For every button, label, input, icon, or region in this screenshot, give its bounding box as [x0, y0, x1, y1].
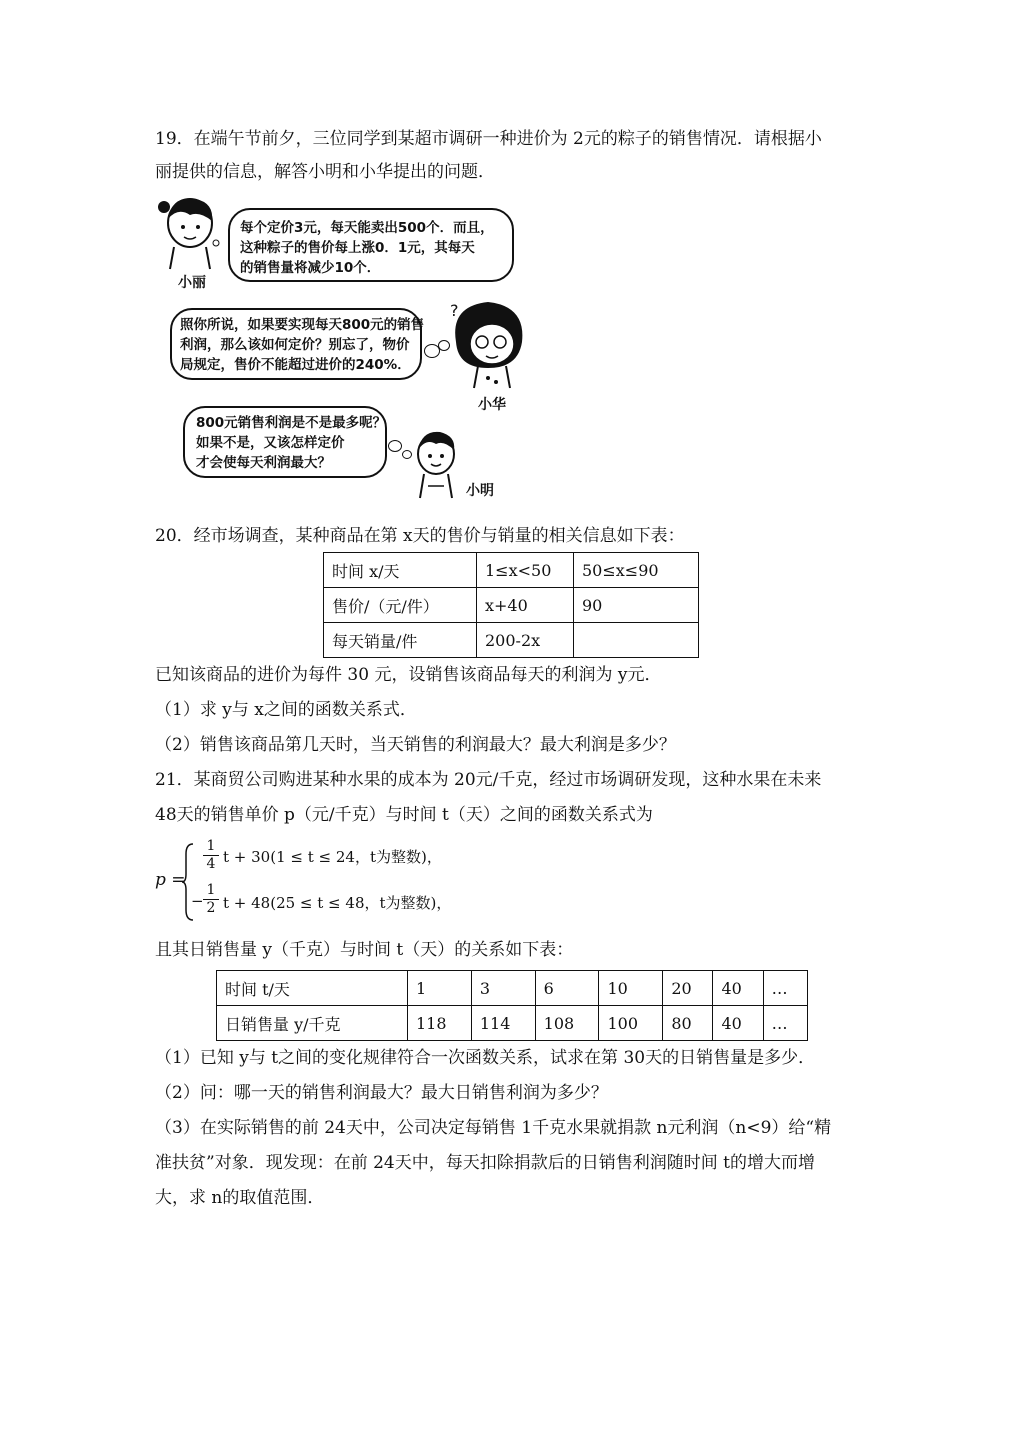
q20-cell: 1≤x<50: [477, 553, 574, 588]
q21-table-intro: 且其日销售量 y（千克）与时间 t（天）的关系如下表：: [155, 940, 574, 960]
xiaohua-speech-line-2: 利润，那么该如何定价？别忘了，物价: [180, 337, 410, 353]
q20-sub-1: （1）求 y与 x之间的函数关系式．: [155, 700, 417, 720]
xiaohua-speech-line-3: 局规定，售价不能超过进价的240%．: [180, 357, 411, 373]
q21-table: [216, 970, 808, 1041]
fraction-numerator: 1: [206, 882, 216, 898]
q21-value-cell: 118: [408, 1006, 472, 1041]
curly-brace: [181, 842, 195, 922]
q20-table: [323, 552, 699, 658]
q20-cell: 售价/（元/件）: [324, 588, 477, 623]
q21-sub-3-line-1: （3）在实际销售的前 24天中，公司决定每销售 1千克水果就捐款 n元利润（n<9）给“精: [155, 1118, 832, 1138]
xiaohua-name: 小华: [478, 397, 506, 413]
q21-sub-3-line-3: 大，求 n的取值范围．: [155, 1188, 325, 1208]
q21-value-cell: 日销售量 y/千克: [217, 1006, 408, 1041]
q20-cell: x+40: [477, 588, 574, 623]
q21-value-cell: 114: [471, 1006, 535, 1041]
q19-line-2: 丽提供的信息，解答小明和小华提出的问题．: [155, 162, 495, 182]
table-row: [324, 553, 699, 588]
fraction-denominator: 4: [203, 855, 219, 873]
svg-text:?: ?: [450, 301, 459, 320]
q21-header-cell: …: [763, 971, 807, 1006]
xiaoming-cartoon: [408, 428, 468, 500]
fraction-numerator: 1: [206, 838, 216, 854]
fraction-1: [203, 838, 219, 873]
q21-value-cell: 100: [599, 1006, 663, 1041]
q20-intro: 20．经市场调查，某种商品在第 x天的售价与销量的相关信息如下表：: [155, 526, 685, 546]
q21-value-cell: 40: [713, 1006, 763, 1041]
q21-sub-2: （2）问：哪一天的销售利润最大？最大日销售利润为多少？: [155, 1083, 608, 1103]
xiaoming-name: 小明: [466, 483, 494, 499]
case-2-expr: t + 48(25 ≤ t ≤ 48，t为整数)，: [223, 894, 452, 912]
q21-value-cell: …: [763, 1006, 807, 1041]
q21-header-cell: 10: [599, 971, 663, 1006]
q20-given: 已知该商品的进价为每件 30 元，设销售该商品每天的利润为 y元．: [155, 665, 662, 685]
fraction-denominator: 2: [203, 899, 219, 917]
table-row: [324, 588, 699, 623]
q20-cell: 时间 x/天: [324, 553, 477, 588]
q20-cell: 50≤x≤90: [574, 553, 699, 588]
piecewise-formula: [155, 838, 475, 924]
formula-lhs: p =: [155, 870, 186, 890]
xiaoli-speech-line-3: 的销售量将减少10个．: [240, 260, 381, 276]
table-row: [217, 971, 808, 1006]
xiaoli-cartoon: [150, 193, 230, 273]
q19-line-1: 19．在端午节前夕，三位同学到某超市调研一种进价为 2元的粽子的销售情况．请根据小: [155, 129, 822, 149]
q21-line-1: 21．某商贸公司购进某种水果的成本为 20元/千克，经过市场调研发现，这种水果在未来: [155, 770, 822, 790]
table-row: [217, 1006, 808, 1041]
table-row: [324, 623, 699, 658]
q21-sub-3-line-2: 准扶贫”对象．现发现：在前 24天中，每天扣除捐款后的日销售利润随时间 t的增大而增: [155, 1153, 815, 1173]
q21-header-cell: 6: [535, 971, 599, 1006]
case-2-sign: −: [191, 892, 204, 910]
q21-header-cell: 40: [713, 971, 763, 1006]
q21-header-cell: 1: [408, 971, 472, 1006]
q20-cell: 每天销量/件: [324, 623, 477, 658]
q20-sub-2: （2）销售该商品第几天时，当天销售的利润最大？最大利润是多少？: [155, 735, 676, 755]
xiaohua-speech-line-1: 照你所说，如果要实现每天800元的销售: [180, 317, 425, 333]
fraction-2: [203, 882, 219, 917]
q21-value-cell: 80: [663, 1006, 713, 1041]
q20-cell: 90: [574, 588, 699, 623]
xiaoli-name: 小丽: [178, 275, 206, 291]
q21-sub-1: （1）已知 y与 t之间的变化规律符合一次函数关系，试求在第 30天的日销售量是多少．: [155, 1048, 816, 1068]
xiaohua-cartoon: [448, 298, 528, 390]
q20-cell: 200-2x: [477, 623, 574, 658]
xiaoli-speech-line-2: 这种粽子的售价每上涨0．1元，其每天: [240, 240, 475, 256]
xiaoming-speech-line-1: 800元销售利润是不是最多呢？: [196, 415, 387, 431]
q21-header-cell: 时间 t/天: [217, 971, 408, 1006]
xiaoming-speech-line-3: 才会使每天利润最大？: [196, 455, 331, 471]
q21-header-cell: 3: [471, 971, 535, 1006]
q21-value-cell: 108: [535, 1006, 599, 1041]
thought-dot: [388, 440, 402, 452]
xiaoli-speech-line-1: 每个定价3元，每天能卖出500个．而且，: [240, 220, 494, 236]
q21-line-2: 48天的销售单价 p（元/千克）与时间 t（天）之间的函数关系式为: [155, 805, 653, 825]
q21-header-cell: 20: [663, 971, 713, 1006]
xiaoming-speech-line-2: 如果不是，又该怎样定价: [196, 435, 345, 451]
case-1-expr: t + 30(1 ≤ t ≤ 24，t为整数)，: [223, 848, 442, 866]
q20-cell: [574, 623, 699, 658]
